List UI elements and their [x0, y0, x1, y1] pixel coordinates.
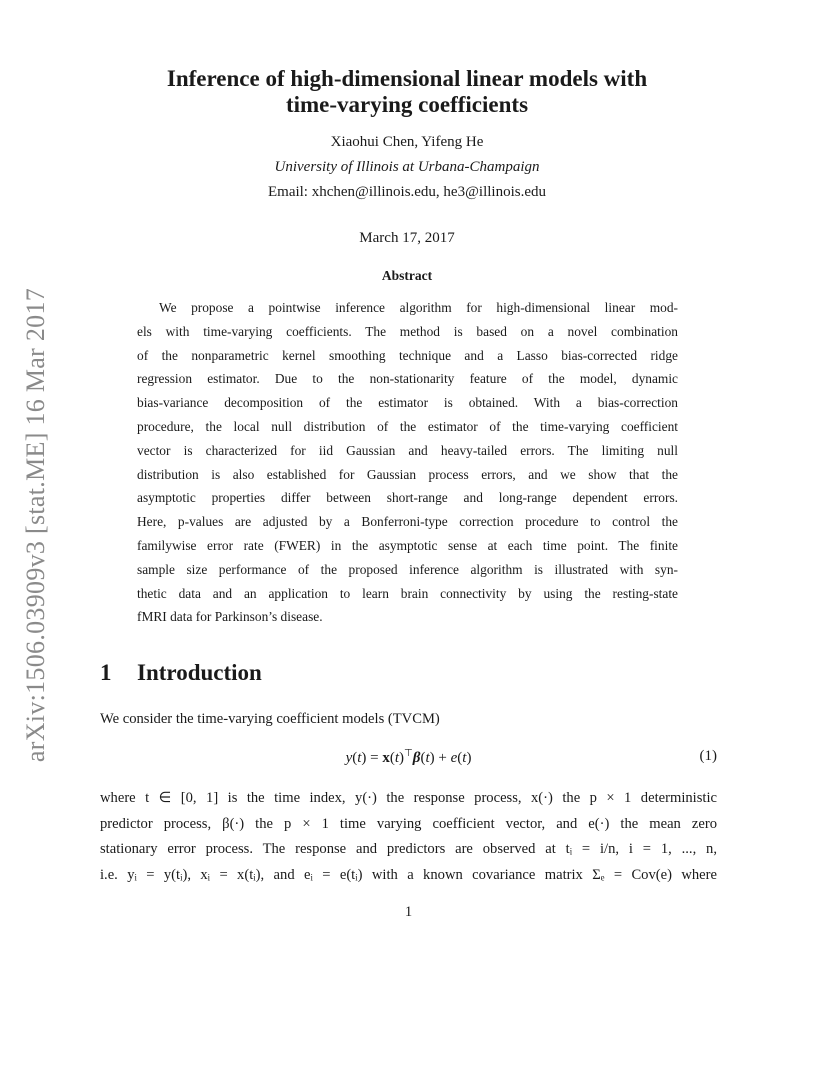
abstract-line: distribution is also established for Gaussian process errors, and we show that the — [137, 466, 678, 482]
abstract-line: fMRI data for Parkinson’s disease. — [137, 609, 323, 625]
abstract-line: regression estimator. Due to the non-stationarity feature of the model, dynamic — [137, 371, 678, 387]
section-heading — [100, 660, 262, 686]
abstract-heading: Abstract — [381, 268, 433, 283]
abstract-line: Here, p-values are adjusted by a Bonferroni-type correction procedure to control the — [137, 514, 678, 530]
abstract-line: We propose a pointwise inference algorithm for high-dimensional linear mod- — [159, 300, 678, 315]
abstract-body — [137, 296, 678, 629]
intro-paragraph — [100, 786, 717, 888]
abstract-line: of the nonparametric kernel smoothing technique and a Lasso bias-corrected ridge — [137, 347, 678, 363]
abstract-line: procedure, the local null distribution of the estimator of the time-varying coefficient — [137, 418, 678, 434]
paragraph-line: i.e. yᵢ = y(tᵢ), xᵢ = x(tᵢ), and eᵢ = e(tᵢ) with a known covariance matrix Σₑ = Cov(e) where — [100, 866, 717, 883]
affiliation: University of Illinois at Urbana-Champaign — [274, 159, 540, 175]
paper-title — [100, 66, 714, 118]
abstract-line: familywise error rate (FWER) in the asymptotic sense at each time point. The finite — [137, 537, 678, 553]
equation-1 — [100, 748, 717, 772]
abstract-line: els with time-varying coefficients. The method is based on a novel combination — [137, 323, 678, 339]
abstract-line: thetic data and an application to learn brain connectivity by using the resting-state — [137, 585, 678, 601]
paragraph-line: where t ∈ [0, 1] is the time index, y(·) the response process, x(·) the p × 1 deterministic — [100, 790, 717, 806]
equation-body: y(t) = x(t)⊤β(t) + e(t) — [345, 748, 472, 766]
intro-sentence: We consider the time-varying coefficient models (TVCM) — [100, 711, 440, 727]
paragraph-line: stationary error process. The response and predictors are observed at tᵢ = i/n, i = 1, ..., n, — [100, 841, 717, 857]
section-title: Introduction — [137, 660, 262, 685]
title-line-1: Inference of high-dimensional linear models with — [166, 66, 648, 91]
equation-number: (1) — [699, 748, 717, 764]
date: March 17, 2017 — [359, 230, 455, 246]
arxiv-identifier: arXiv:1506.03909v3 [stat.ME] 16 Mar 2017 — [21, 287, 50, 763]
section-number: 1 — [100, 660, 112, 685]
paragraph-line: predictor process, β(·) the p × 1 time varying coefficient vector, and e(·) the mean zero — [100, 815, 717, 832]
abstract-line: bias-variance decomposition of the estimator is obtained. With a bias-correction — [137, 395, 678, 411]
abstract-line: asymptotic properties differ between short-range and long-range dependent errors. — [137, 490, 678, 506]
email: Email: xhchen@illinois.edu, he3@illinois.edu — [267, 184, 546, 200]
abstract-line: vector is characterized for iid Gaussian and heavy-tailed errors. The limiting null — [137, 442, 678, 458]
page-number: 1 — [404, 904, 413, 920]
authors: Xiaohui Chen, Yifeng He — [330, 134, 484, 150]
title-line-2: time-varying coefficients — [285, 92, 529, 117]
abstract-line: sample size performance of the proposed inference algorithm is illustrated with syn- — [137, 561, 678, 577]
